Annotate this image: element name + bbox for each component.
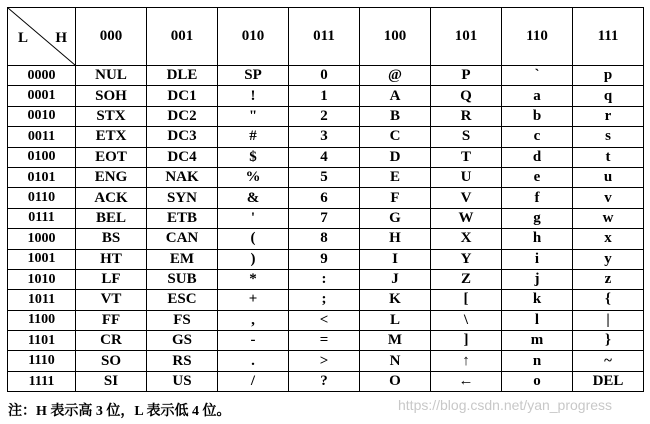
corner-cell — [8, 8, 76, 66]
table-cell: ` — [502, 66, 573, 86]
table-cell: 3 — [289, 127, 360, 147]
table-row — [8, 229, 644, 249]
row-header: 0001 — [8, 86, 76, 106]
table-cell: D — [360, 147, 431, 167]
low-bits-label: L — [18, 30, 29, 46]
table-cell: % — [218, 167, 289, 187]
table-cell: ; — [289, 290, 360, 310]
table-cell: b — [502, 106, 573, 126]
table-cell: h — [502, 229, 573, 249]
table-cell: SOH — [76, 86, 147, 106]
table-cell: DC1 — [147, 86, 218, 106]
table-row — [8, 269, 644, 289]
table-cell: EM — [147, 249, 218, 269]
table-cell: GS — [147, 331, 218, 351]
table-cell: * — [218, 269, 289, 289]
table-cell: ) — [218, 249, 289, 269]
table-cell: 2 — [289, 106, 360, 126]
row-header: 1010 — [8, 269, 76, 289]
table-cell: < — [289, 310, 360, 330]
table-cell: E — [360, 167, 431, 187]
row-header: 0010 — [8, 106, 76, 126]
watermark: https://blog.csdn.net/yan_progress — [398, 397, 613, 413]
table-cell: & — [218, 188, 289, 208]
row-header: 1011 — [8, 290, 76, 310]
table-cell: 7 — [289, 208, 360, 228]
table-cell: m — [502, 331, 573, 351]
table-cell: T — [431, 147, 502, 167]
table-cell: : — [289, 269, 360, 289]
table-cell: Q — [431, 86, 502, 106]
table-cell: C — [360, 127, 431, 147]
table-cell: STX — [76, 106, 147, 126]
table-cell: ? — [289, 371, 360, 391]
table-cell: Z — [431, 269, 502, 289]
table-cell: i — [502, 249, 573, 269]
table-row — [8, 66, 644, 86]
table-cell: s — [573, 127, 644, 147]
table-cell: v — [573, 188, 644, 208]
table-row — [8, 127, 644, 147]
table-row — [8, 371, 644, 391]
table-cell: } — [573, 331, 644, 351]
row-header: 0000 — [8, 66, 76, 86]
table-row — [8, 167, 644, 187]
table-cell: . — [218, 351, 289, 371]
column-header: 001 — [147, 8, 218, 66]
row-header: 1110 — [8, 351, 76, 371]
table-cell: K — [360, 290, 431, 310]
table-cell: c — [502, 127, 573, 147]
table-cell: ENG — [76, 167, 147, 187]
table-cell: RS — [147, 351, 218, 371]
table-cell: ← — [431, 371, 502, 391]
ascii-code-table — [7, 7, 644, 392]
table-cell: FF — [76, 310, 147, 330]
table-cell: FS — [147, 310, 218, 330]
table-cell: DEL — [573, 371, 644, 391]
table-cell: e — [502, 167, 573, 187]
table-cell: SP — [218, 66, 289, 86]
table-cell: ( — [218, 229, 289, 249]
column-header: 110 — [502, 8, 573, 66]
table-cell: g — [502, 208, 573, 228]
footnote: 注：H 表示高 3 位，L 表示低 4 位。 — [8, 404, 231, 419]
table-cell: d — [502, 147, 573, 167]
row-header: 1000 — [8, 229, 76, 249]
row-header: 1001 — [8, 249, 76, 269]
column-header: 010 — [218, 8, 289, 66]
table-cell: t — [573, 147, 644, 167]
table-cell: SO — [76, 351, 147, 371]
table-cell: ETX — [76, 127, 147, 147]
table-cell: LF — [76, 269, 147, 289]
table-cell: ACK — [76, 188, 147, 208]
table-cell: DC4 — [147, 147, 218, 167]
table-row — [8, 188, 644, 208]
table-cell: 8 — [289, 229, 360, 249]
table-cell: SUB — [147, 269, 218, 289]
table-row — [8, 106, 644, 126]
table-cell: Y — [431, 249, 502, 269]
high-bits-label: H — [55, 30, 67, 46]
table-cell: + — [218, 290, 289, 310]
table-cell: DC2 — [147, 106, 218, 126]
table-cell: V — [431, 188, 502, 208]
column-header: 101 — [431, 8, 502, 66]
table-cell: 5 — [289, 167, 360, 187]
table-cell: ~ — [573, 351, 644, 371]
table-row — [8, 290, 644, 310]
row-header: 0101 — [8, 167, 76, 187]
table-cell: 1 — [289, 86, 360, 106]
table-cell: H — [360, 229, 431, 249]
table-cell: BS — [76, 229, 147, 249]
table-cell: CAN — [147, 229, 218, 249]
table-cell: VT — [76, 290, 147, 310]
table-row — [8, 351, 644, 371]
table-cell: p — [573, 66, 644, 86]
table-cell: SYN — [147, 188, 218, 208]
table-cell: $ — [218, 147, 289, 167]
table-cell: a — [502, 86, 573, 106]
row-header: 1100 — [8, 310, 76, 330]
table-cell: O — [360, 371, 431, 391]
table-cell: o — [502, 371, 573, 391]
row-header: 1111 — [8, 371, 76, 391]
table-cell: [ — [431, 290, 502, 310]
table-cell: @ — [360, 66, 431, 86]
table-cell: y — [573, 249, 644, 269]
table-body — [8, 66, 644, 392]
table-cell: / — [218, 371, 289, 391]
table-cell: 4 — [289, 147, 360, 167]
table-cell: , — [218, 310, 289, 330]
table-cell: j — [502, 269, 573, 289]
table-row — [8, 331, 644, 351]
table-cell: B — [360, 106, 431, 126]
table-cell: ETB — [147, 208, 218, 228]
table-cell: ! — [218, 86, 289, 106]
table-cell: \ — [431, 310, 502, 330]
table-cell: # — [218, 127, 289, 147]
table-cell: ' — [218, 208, 289, 228]
table-cell: l — [502, 310, 573, 330]
column-header: 100 — [360, 8, 431, 66]
table-cell: G — [360, 208, 431, 228]
table-row — [8, 86, 644, 106]
table-cell: X — [431, 229, 502, 249]
table-cell: ] — [431, 331, 502, 351]
table-cell: u — [573, 167, 644, 187]
table-row — [8, 208, 644, 228]
table-cell: DC3 — [147, 127, 218, 147]
table-cell: = — [289, 331, 360, 351]
table-row — [8, 147, 644, 167]
table-cell: n — [502, 351, 573, 371]
header-row — [8, 8, 644, 66]
table-cell: A — [360, 86, 431, 106]
table-cell: x — [573, 229, 644, 249]
table-cell: R — [431, 106, 502, 126]
table-cell: " — [218, 106, 289, 126]
table-cell: I — [360, 249, 431, 269]
table-cell: z — [573, 269, 644, 289]
table-cell: ↑ — [431, 351, 502, 371]
table-cell: F — [360, 188, 431, 208]
table-cell: { — [573, 290, 644, 310]
table-cell: q — [573, 86, 644, 106]
table-cell: SI — [76, 371, 147, 391]
table-cell: US — [147, 371, 218, 391]
row-header: 1101 — [8, 331, 76, 351]
table-cell: EOT — [76, 147, 147, 167]
table-cell: J — [360, 269, 431, 289]
table-cell: NUL — [76, 66, 147, 86]
table-row — [8, 310, 644, 330]
table-cell: f — [502, 188, 573, 208]
row-header: 0011 — [8, 127, 76, 147]
row-header: 0100 — [8, 147, 76, 167]
row-header: 0110 — [8, 188, 76, 208]
table-cell: r — [573, 106, 644, 126]
table-cell: 9 — [289, 249, 360, 269]
table-cell: - — [218, 331, 289, 351]
table-row — [8, 249, 644, 269]
table-cell: > — [289, 351, 360, 371]
column-header: 011 — [289, 8, 360, 66]
table-cell: HT — [76, 249, 147, 269]
table-cell: CR — [76, 331, 147, 351]
table-cell: S — [431, 127, 502, 147]
table-cell: BEL — [76, 208, 147, 228]
column-header: 000 — [76, 8, 147, 66]
table-cell: k — [502, 290, 573, 310]
table-cell: N — [360, 351, 431, 371]
table-cell: NAK — [147, 167, 218, 187]
row-header: 0111 — [8, 208, 76, 228]
table-cell: M — [360, 331, 431, 351]
table-cell: DLE — [147, 66, 218, 86]
table-cell: P — [431, 66, 502, 86]
column-header: 111 — [573, 8, 644, 66]
table-cell: W — [431, 208, 502, 228]
table-cell: w — [573, 208, 644, 228]
table-cell: U — [431, 167, 502, 187]
table-cell: | — [573, 310, 644, 330]
table-cell: ESC — [147, 290, 218, 310]
table-cell: L — [360, 310, 431, 330]
table-cell: 0 — [289, 66, 360, 86]
table-cell: 6 — [289, 188, 360, 208]
